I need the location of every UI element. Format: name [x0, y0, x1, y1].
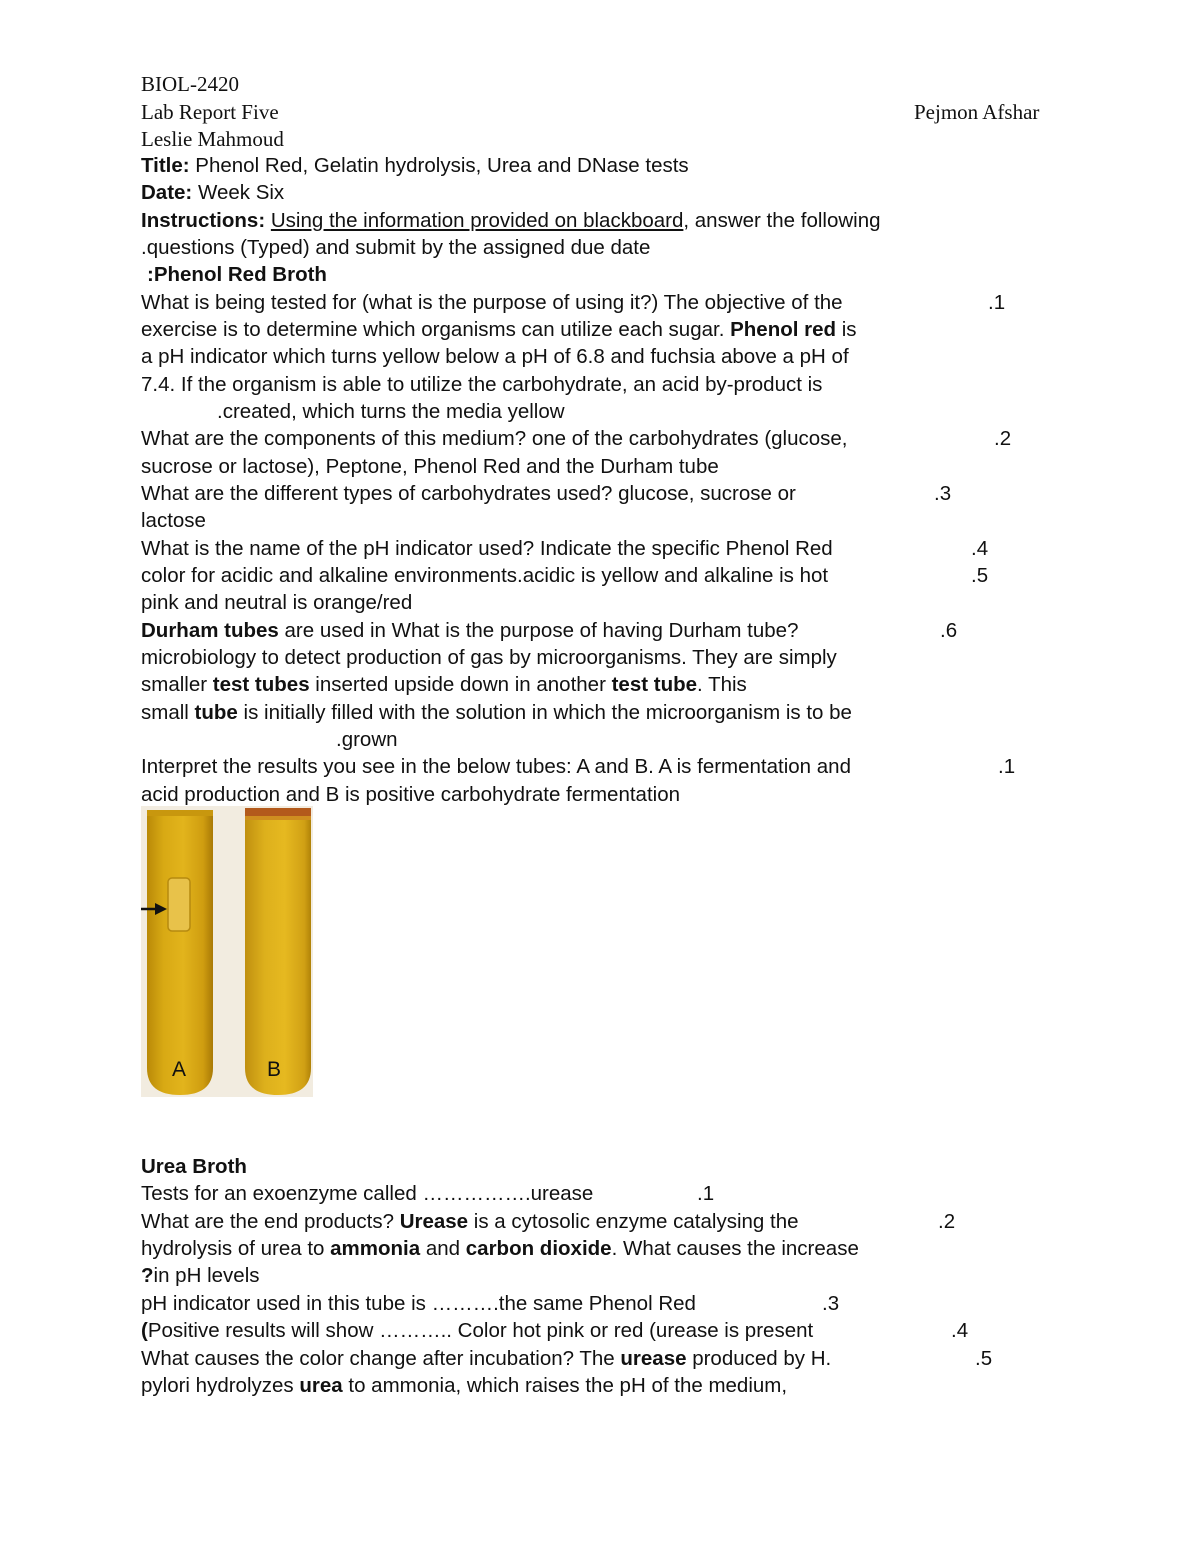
phenol-q1-line-1: What is being tested for (what is the purpose of using it?) The objective of the: [141, 291, 843, 314]
phenol-q6-line-3: [141, 673, 747, 697]
urea-q5-text: pylori hydrolyzes: [141, 1374, 300, 1397]
phenol-q5-line-1: color for acidic and alkaline environments.acidic is yellow and alkaline is hot: [141, 564, 829, 587]
urea-q2-text: . What causes the increase: [611, 1237, 859, 1260]
phenol-q1-line-5: .created, which turns the media yellow: [217, 400, 565, 423]
urea-heading-text: Urea Broth: [141, 1155, 247, 1178]
phenol-q5-line-2: pink and neutral is orange/red: [141, 591, 413, 614]
urea-q2-line-2: [141, 1237, 859, 1261]
urea-q2-line-1: [141, 1210, 799, 1234]
phenol-heading: [147, 263, 327, 287]
instructions-line-2: .questions (Typed) and submit by the assigned due date: [141, 236, 651, 259]
urea-heading: [141, 1155, 247, 1179]
phenol-q4-line-1: What is the name of the pH indicator used? Indicate the specific Phenol Red: [141, 537, 833, 560]
urea-q2-text: in pH levels: [153, 1264, 260, 1287]
tube-label-a: A: [172, 1058, 187, 1081]
tube-a: [147, 812, 213, 1095]
urea-q5-text: produced by H.: [686, 1347, 832, 1370]
urea-q4-line-1: [141, 1319, 813, 1343]
urea-q4-text: Positive results will show ……….. Color hot pink or red (urease is present: [147, 1319, 814, 1342]
date-label: Date:: [141, 181, 193, 204]
phenol-q6-text: . This: [697, 673, 747, 696]
carbon-dioxide-bold: carbon dioxide: [465, 1237, 612, 1260]
urea-q2-line-3: [141, 1264, 260, 1288]
phenol-q7-number: .1: [998, 755, 1016, 778]
urea-q5-line-2: [141, 1374, 787, 1398]
tube-bold: tube: [194, 701, 238, 724]
instructions-label: Instructions:: [141, 209, 266, 232]
urea-q2-text: and: [420, 1237, 466, 1260]
test-tubes-photo: [141, 806, 313, 1097]
phenol-q6-text: inserted upside down in another: [309, 673, 612, 696]
phenol-q5-number: .5: [971, 564, 989, 587]
instructor-name: Leslie Mahmoud: [141, 127, 284, 151]
test-tube-bold: test tube: [611, 673, 698, 696]
urea-q5-line-1: [141, 1347, 831, 1371]
phenol-q2-line-1: What are the components of this medium? one of the carbohydrates (glucose,: [141, 427, 848, 450]
urease-bold: Urease: [399, 1210, 469, 1233]
urea-q2-number: .2: [938, 1210, 956, 1233]
urea-q5-text: What causes the color change after incubation? The: [141, 1347, 621, 1370]
urea-q2-text: hydrolysis of urea to: [141, 1237, 331, 1260]
phenol-q6-text: is initially filled with the solution in which the microorganism is to be: [237, 701, 852, 724]
phenol-q3-line-1: What are the different types of carbohydrates used? glucose, sucrose or: [141, 482, 796, 505]
phenol-q7-line-2: acid production and B is positive carbohydrate fermentation: [141, 783, 681, 806]
phenol-q1-line-4: 7.4. If the organism is able to utilize the carbohydrate, an acid by-product is: [141, 373, 823, 396]
title-line: [141, 154, 689, 178]
title-label: Title:: [141, 154, 190, 177]
urea-q2-text: is a cytosolic enzyme catalysing the: [468, 1210, 799, 1233]
phenol-q1-text: is: [836, 318, 857, 341]
phenol-q2-line-2: sucrose or lactose), Peptone, Phenol Red and the Durham tube: [141, 455, 719, 478]
urea-q4-number: .4: [951, 1319, 969, 1342]
report-title: Lab Report Five: [141, 100, 279, 124]
durham-tube: [168, 878, 190, 931]
test-tubes-image: [141, 806, 313, 1097]
tube-b: [245, 812, 311, 1095]
phenol-red-bold: Phenol red: [730, 318, 837, 341]
instructions-rest: , answer the following: [683, 209, 881, 232]
phenol-q6-text: smaller: [141, 673, 213, 696]
phenol-q6-text: are used in What is the purpose of having Durham tube?: [278, 619, 799, 642]
urea-q2-text: What are the end products?: [141, 1210, 400, 1233]
phenol-q1-line-3: a pH indicator which turns yellow below a pH of 6.8 and fuchsia above a pH of: [141, 345, 849, 368]
phenol-heading-text: :Phenol Red Broth: [147, 263, 327, 286]
date-text: Week Six: [192, 181, 285, 204]
urea-q1-number: .1: [697, 1182, 715, 1205]
phenol-q1-number: .1: [988, 291, 1006, 314]
urea-q5-number: .5: [975, 1347, 993, 1370]
course-code: BIOL-2420: [141, 72, 239, 96]
phenol-q6-number: .6: [940, 619, 958, 642]
phenol-q6-line-4: [141, 701, 852, 725]
date-line: [141, 181, 284, 205]
test-tubes-bold: test tubes: [212, 673, 310, 696]
phenol-q7-line-1: Interpret the results you see in the below tubes: A and B. A is fermentation and: [141, 755, 851, 778]
phenol-q4-number: .4: [971, 537, 989, 560]
phenol-q1-text: exercise is to determine which organisms can utilize each sugar.: [141, 318, 731, 341]
phenol-q2-number: .2: [994, 427, 1012, 450]
question-mark-bold: ?: [141, 1264, 154, 1287]
urea-q3-number: .3: [822, 1292, 840, 1315]
urea-q3-line-1: pH indicator used in this tube is ……….the same Phenol Red: [141, 1292, 696, 1315]
phenol-q1-line-2: [141, 318, 857, 342]
urease-bold: urease: [620, 1347, 687, 1370]
phenol-q6-line-1: [141, 619, 798, 643]
phenol-q3-line-2: lactose: [141, 509, 206, 532]
instructions-link[interactable]: Using the information provided on blackboard: [270, 209, 684, 232]
phenol-q6-text: small: [141, 701, 195, 724]
instructions-line: [141, 209, 881, 233]
student-name: Pejmon Afshar: [914, 100, 1040, 124]
title-text: Phenol Red, Gelatin hydrolysis, Urea and DNase tests: [189, 154, 689, 177]
phenol-q3-number: .3: [934, 482, 952, 505]
urea-q5-text: to ammonia, which raises the pH of the medium,: [342, 1374, 788, 1397]
urea-bold: urea: [299, 1374, 343, 1397]
durham-tubes-bold: Durham tubes: [141, 619, 279, 642]
ammonia-bold: ammonia: [330, 1237, 421, 1260]
phenol-q6-line-5: .grown: [336, 728, 398, 751]
tube-label-b: B: [267, 1058, 282, 1081]
paren-bold: (: [141, 1319, 148, 1342]
urea-q1-line-1: Tests for an exoenzyme called …………….urease: [141, 1182, 594, 1205]
phenol-q6-line-2: microbiology to detect production of gas by microorganisms. They are simply: [141, 646, 837, 669]
